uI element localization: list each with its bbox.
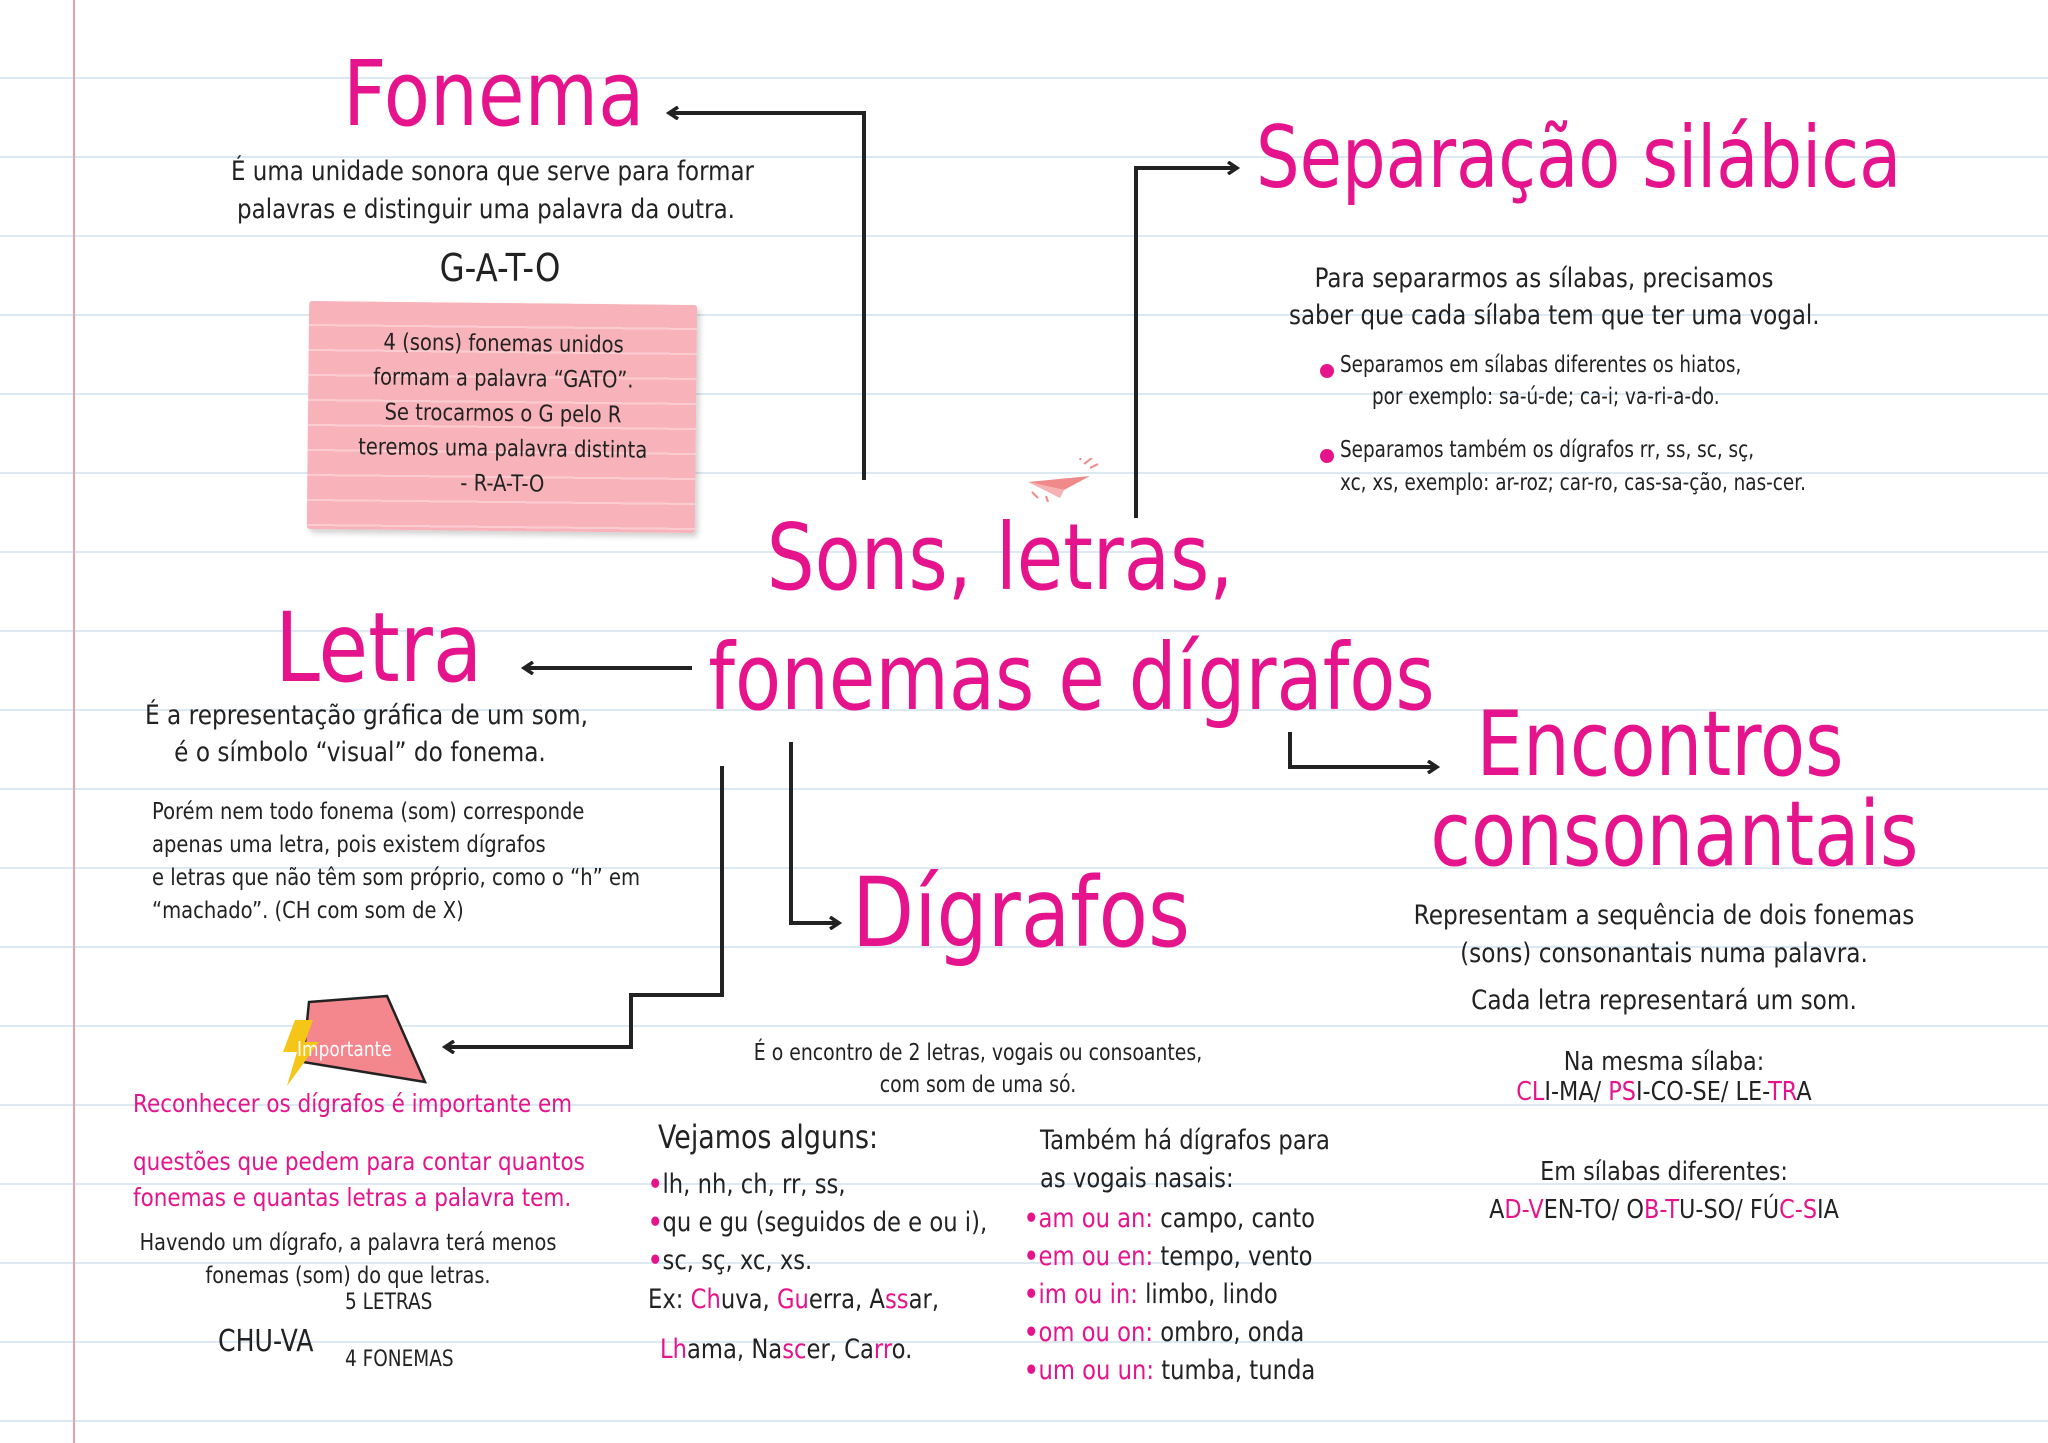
separacao-intro-line1: Para separarmos as sílabas, precisamos [1314,263,1774,294]
digrafos-nasal-line2: as vogais nasais: [1040,1163,1234,1194]
letra-more-line: Porém nem todo fonema (som) corresponde [152,799,585,825]
digrafos-nasal-line1: Também há dígrafos para [1040,1125,1330,1156]
note-line: formam a palavra “GATO”. [373,364,634,394]
encontros-diff-label: Em sílabas diferentes: [1540,1157,1788,1187]
nasal-item: •am ou an: campo, canto [1024,1203,1315,1234]
digrafos-title: Dígrafos [852,857,1190,969]
importante-word: CHU-VA [218,1324,314,1359]
importante-letters: 5 LETRAS [345,1290,433,1315]
arrow-to-encontros [1290,732,1436,767]
separacao-bullet2-line2: xc, xs, exemplo: ar-roz; car-ro, cas-sa-ção, nas-cer. [1340,470,1806,496]
note-line: 4 (sons) fonemas unidos [383,329,624,359]
sticky-note-text [345,325,661,504]
importante-badge: Importante [297,1037,392,1061]
arrow-to-digrafos [791,742,838,923]
importante-fonemas: 4 FONEMAS [345,1347,454,1372]
encontros-same-example: CLI-MA/ PSI-CO-SE/ LE-TRA [1516,1077,1812,1107]
separacao-bullet1-line1: Separamos em sílabas diferentes os hiatos, [1340,352,1742,378]
arrow-to-separacao [1136,168,1236,518]
letra-desc-line1: É a representação gráfica de um som, [145,700,589,731]
importante-pink-line1: Reconhecer os dígrafos é importante em [133,1089,573,1118]
importante-pink-line2: questões que pedem para contar quantos [133,1147,585,1176]
nasal-item: •im ou in: limbo, lindo [1024,1279,1278,1310]
digrafos-examples-line2: Lhama, Nascer, Carro. [660,1334,913,1365]
encontros-same-label: Na mesma sílaba: [1563,1047,1765,1077]
letra-more-text [152,796,640,928]
letra-more-line: e letras que não têm som próprio, como o “h” em [152,865,641,891]
encontros-title-line2: consonantais [1430,782,1919,887]
separacao-title: Separação silábica [1256,108,1902,208]
center-title-line1: Sons, letras, [766,504,1234,611]
fonema-desc-line1: É uma unidade sonora que serve para formar [231,156,754,187]
digrafos-list-item: •lh, nh, ch, rr, ss, [648,1169,846,1200]
note-line: Se trocarmos o G pelo R [384,399,622,429]
nasal-item: •em ou en: tempo, vento [1024,1241,1313,1272]
encontros-diff-example: AD-VEN-TO/ OB-TU-SO/ FÚC-SIA [1489,1195,1839,1225]
digrafos-desc-line1: É o encontro de 2 letras, vogais ou consoantes, [753,1040,1203,1066]
nasal-item: •um ou un: tumba, tunda [1024,1355,1316,1386]
digrafos-nasal-list [1024,1200,1315,1390]
paper-plane-icon [1024,458,1100,502]
separacao-bullet2-line1: Separamos também os dígrafos rr, ss, sc, sç, [1340,437,1755,463]
separacao-bullet2-dot [1320,445,1340,464]
letra-desc-line2: é o símbolo “visual” do fonema. [174,737,546,768]
separacao-bullet1-line2: por exemplo: sa-ú-de; ca-i; va-ri-a-do. [1372,384,1720,410]
encontros-desc-line2: (sons) consonantais numa palavra. [1460,938,1868,969]
letra-more-line: “machado”. (CH com som de X) [152,898,464,924]
encontros-desc-line3: Cada letra representará um som. [1471,985,1857,1016]
importante-pink-line3: fonemas e quantas letras a palavra tem. [133,1183,572,1212]
digrafos-vejamos: Vejamos alguns: [658,1118,879,1156]
encontros-title-line1: Encontros [1476,692,1844,797]
separacao-intro-line2: saber que cada sílaba tem que ter uma vogal. [1289,300,1820,331]
fonema-title: Fonema [343,42,645,147]
note-line: - R-A-T-O [460,470,545,498]
importante-black-line1: Havendo um dígrafo, a palavra terá menos [139,1230,557,1256]
digrafos-examples-line1: Ex: Chuva, Guerra, Assar, [648,1284,940,1315]
fonema-desc-line2: palavras e distinguir uma palavra da outra. [237,194,735,225]
digrafos-list-item: •sc, sç, xc, xs. [648,1245,813,1276]
nasal-item: •om ou on: ombro, onda [1024,1317,1305,1348]
letra-title: Letra [275,592,483,704]
digrafos-list [648,1166,987,1280]
center-title-line2: fonemas e dígrafos [708,624,1435,731]
separacao-bullet1-dot [1320,360,1340,379]
digrafos-desc-line2: com som de uma só. [879,1072,1077,1098]
note-line: teremos uma palavra distinta [358,434,648,464]
digrafos-list-item: •qu e gu (seguidos de e ou i), [648,1207,988,1238]
importante-black-line2: fonemas (som) do que letras. [205,1263,491,1289]
letra-more-line: apenas uma letra, pois existem dígrafos [152,832,546,858]
encontros-desc-line1: Representam a sequência de dois fonemas [1413,900,1915,931]
fonema-example: G-A-T-O [439,246,561,290]
